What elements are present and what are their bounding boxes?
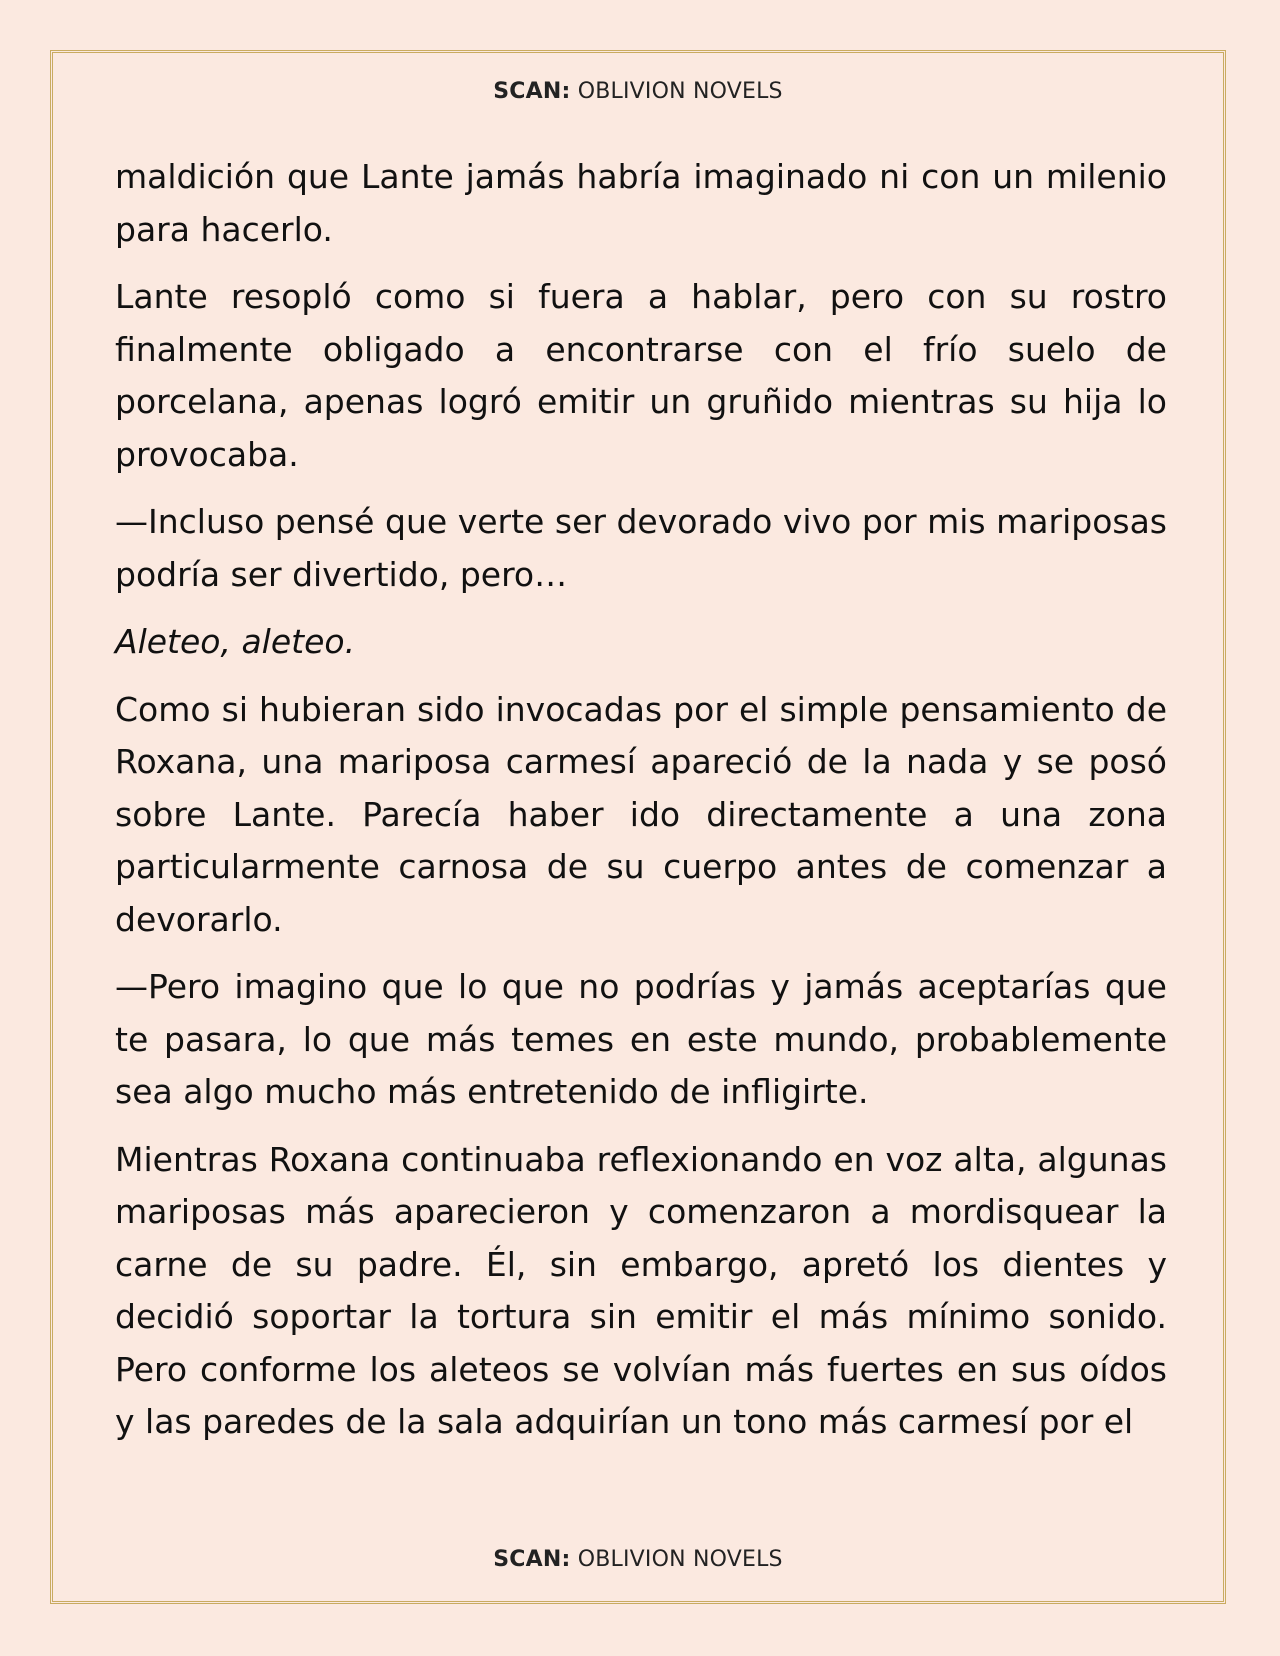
page-frame: [50, 50, 1226, 1604]
page-body: [115, 151, 1167, 1464]
paragraph: —Incluso pensé que verte ser devorado vivo por mis mariposas podría ser divertido, pero…: [115, 502, 1167, 594]
page-header: [53, 79, 1223, 104]
footer-site-name: OBLIVION NOVELS: [577, 1547, 783, 1572]
paragraph: maldición que Lante jamás habría imaginado ni con un milenio para hacerlo.: [115, 157, 1167, 249]
header-site-name: OBLIVION NOVELS: [577, 79, 783, 104]
paragraph: Lante resopló como si fuera a hablar, pero con su rostro finalmente obligado a encontrarse con el frío suelo de porcelana, apenas logró emitir un gruñido mientras su hija lo provocaba.: [115, 277, 1167, 474]
paragraph: Como si hubieran sido invocadas por el simple pensamiento de Roxana, una mariposa carmesí apareció de la nada y se posó sobre Lante. Parecía haber ido directamente a una zona particularmente carnosa de su cuerpo antes de comenzar a devorarlo.: [115, 689, 1167, 939]
header-label: SCAN:: [493, 79, 571, 104]
page-footer: [53, 1547, 1223, 1572]
footer-label: SCAN:: [493, 1547, 571, 1572]
paragraph: —Pero imagino que lo que no podrías y jamás aceptarías que te pasara, lo que más temes en este mundo, probablemente sea algo mucho más entretenido de infligirte.: [115, 967, 1167, 1111]
paragraph: Mientras Roxana continuaba reflexionando en voz alta, algunas mariposas más aparecieron y comenzaron a mordisquear la carne de su padre. Él, sin embargo, apretó los dientes y decidió soportar la tortura sin emitir el más mínimo sonido. Pero conforme los aleteos se volvían más fuertes en sus oídos y las paredes de la sala adquirían un tono más carmesí por el: [115, 1139, 1167, 1441]
italic-paragraph: Aleteo, aleteo.: [115, 622, 356, 661]
